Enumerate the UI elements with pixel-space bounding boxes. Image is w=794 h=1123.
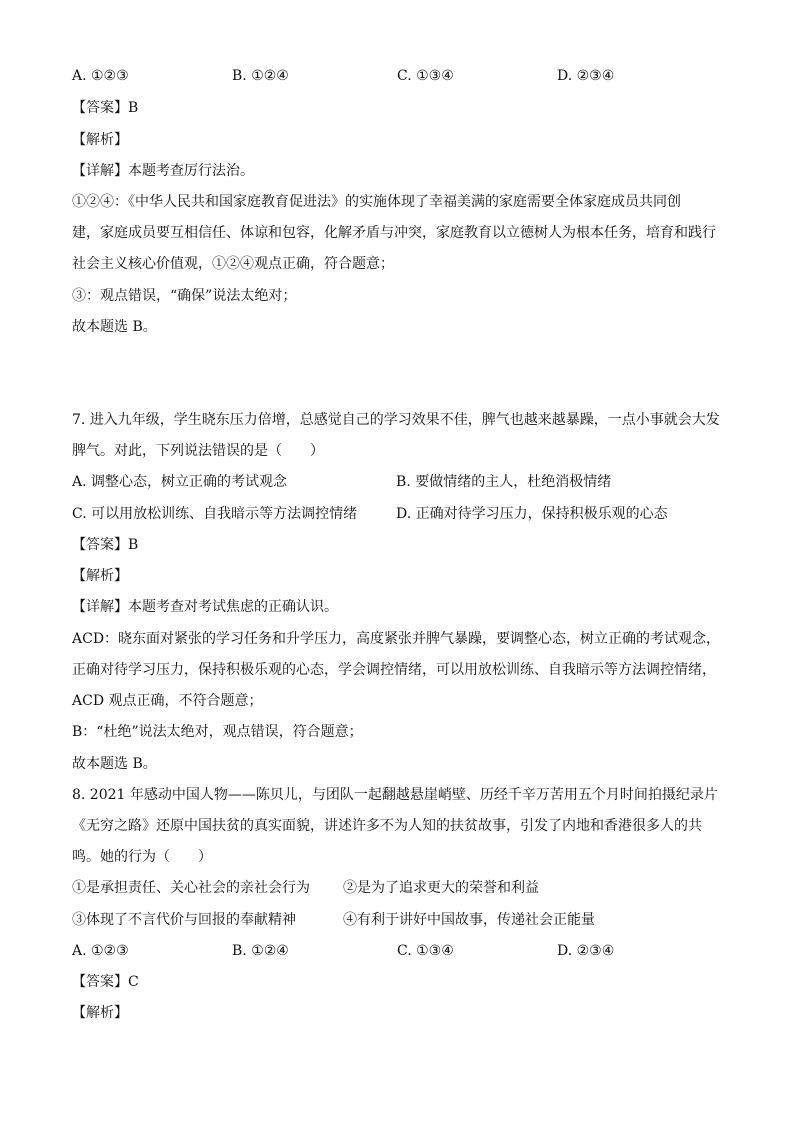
q6-detail-heading: 【详解】本题考查厉行法治。 — [72, 163, 254, 179]
q8-statement-3: ③体现了不言代价与回报的奉献精神 — [72, 912, 296, 928]
q7-detail-line: ACD：晓东面对紧张的学习任务和升学压力，高度紧张并脾气暴躁，要调整心态，树立正确的考试观念， — [72, 631, 721, 647]
q6-option-c: C. ①③④ — [397, 68, 454, 84]
q6-detail-line: 建，家庭成员要互相信任、体谅和包容，化解矛盾与冲突，家庭教育以立德树人为根本任务，培育和践行 — [72, 225, 716, 241]
q7-analysis-heading: 【解析】 — [72, 568, 128, 584]
q7-detail-line: 正确对待学习压力，保持积极乐观的心态，学会调控情绪，可以用放松训练、自我暗示等方法调控情绪， — [72, 662, 716, 678]
q8-option-d: D. ②③④ — [557, 943, 615, 959]
q7-detail-heading: 【详解】本题考查对考试焦虑的正确认识。 — [72, 599, 338, 615]
q8-option-b: B. ①②④ — [232, 943, 289, 959]
q8-statement-4: ④有利于讲好中国故事，传递社会正能量 — [343, 912, 595, 928]
q7-option-c: C. 可以用放松训练、自我暗示等方法调控情绪 — [72, 506, 358, 522]
q6-option-b: B. ①②④ — [232, 68, 289, 84]
q6-option-d: D. ②③④ — [557, 68, 615, 84]
q7-option-d: D. 正确对待学习压力，保持积极乐观的心态 — [396, 506, 668, 522]
q8-option-a: A. ①②③ — [72, 943, 129, 959]
q6-analysis-heading: 【解析】 — [72, 132, 128, 148]
q6-conclusion: 故本题选 B。 — [72, 319, 157, 335]
q6-detail-line: ③：观点错误，“确保”说法太绝对； — [72, 288, 297, 304]
q8-stem-line: 《无穷之路》还原中国扶贫的真实面貌，讲述许多不为人知的扶贫故事，引发了内地和香港很多人的共 — [72, 818, 702, 834]
q7-detail-line: B：“杜绝”说法太绝对，观点错误，符合题意； — [72, 724, 363, 740]
q8-option-c: C. ①③④ — [397, 943, 454, 959]
q6-detail-line: ①②④：《中华人民共和国家庭教育促进法》的实施体现了幸福美满的家庭需要全体家庭成员共同创 — [72, 194, 681, 210]
q7-stem-line: 7. 进入九年级，学生晓东压力倍增，总感觉自己的学习效果不佳，脾气也越来越暴躁，一点小事就会大发 — [72, 412, 720, 428]
q8-statement-1: ①是承担责任、关心社会的亲社会行为 — [72, 880, 310, 896]
q6-option-a: A. ①②③ — [72, 68, 129, 84]
q8-answer: 【答案】C — [72, 974, 139, 990]
q8-stem-line: 8. 2021 年感动中国人物——陈贝儿，与团队一起翻越悬崖峭壁、历经千辛万苦用五个月时间拍摄纪录片 — [72, 787, 718, 803]
q6-detail-line: 社会主义核心价值观，①②④观点正确，符合题意； — [72, 256, 394, 272]
q8-statement-2: ②是为了追求更大的荣誉和利益 — [343, 880, 539, 896]
q7-option-a: A. 调整心态，树立正确的考试观念 — [72, 474, 288, 490]
q7-stem-line: 脾气。对此，下列说法错误的是（ ） — [72, 443, 324, 459]
q6-answer: 【答案】B — [72, 100, 139, 116]
q8-analysis-heading: 【解析】 — [72, 1005, 128, 1021]
q7-answer: 【答案】B — [72, 537, 139, 553]
q8-stem-line: 鸣。她的行为（ ） — [72, 849, 212, 865]
q7-detail-line: ACD 观点正确，不符合题意； — [72, 693, 263, 709]
q7-option-b: B. 要做情绪的主人，杜绝消极情绪 — [396, 474, 612, 490]
q7-conclusion: 故本题选 B。 — [72, 756, 157, 772]
